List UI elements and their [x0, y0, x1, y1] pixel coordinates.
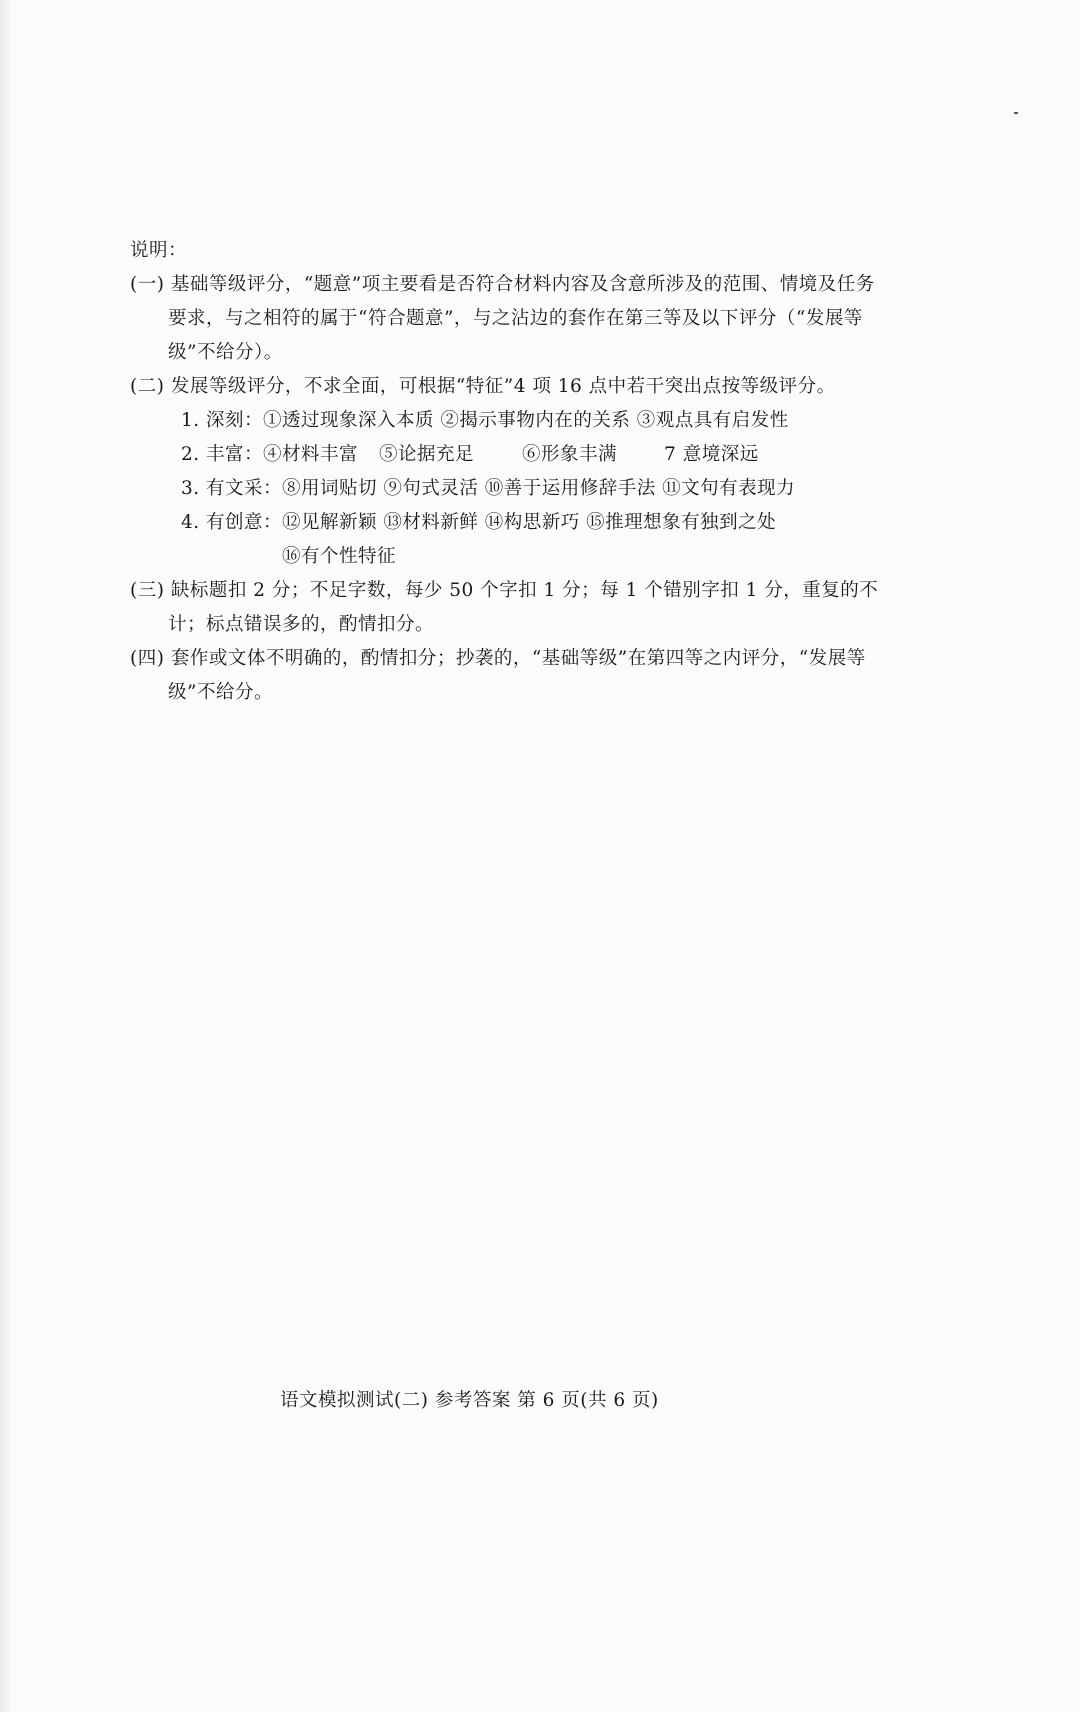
section-3-line-2: 计；标点错误多的，酌情扣分。	[168, 614, 435, 635]
criteria-richness-item: ④材料丰富	[263, 444, 359, 465]
section-2-line-1: (二) 发展等级评分，不求全面，可根据“特征”4 项 16 点中若干突出点按等级评分。	[130, 376, 836, 397]
section-3-line-1: (三) 缺标题扣 2 分；不足字数，每少 50 个字扣 1 分；每 1 个错别字扣 1 分，重复的不	[130, 580, 879, 601]
explanation-heading: 说明：	[130, 240, 188, 261]
criteria-creativity-continued: ⑯有个性特征	[282, 546, 397, 567]
section-4-line-1: (四) 套作或文体不明确的，酌情扣分；抄袭的，“基础等级”在第四等之内评分，“发展等	[130, 648, 866, 669]
criteria-richness-item: 7 意境深远	[664, 444, 759, 465]
explanation-block	[130, 234, 920, 710]
corner-mark	[1014, 112, 1018, 114]
section-4-line-2: 级”不给分。	[168, 682, 273, 703]
criteria-creativity: 4. 有创意：⑫见解新颖 ⑬材料新鲜 ⑭构思新巧 ⑮推理想象有独到之处	[181, 512, 777, 533]
criteria-depth: 1. 深刻：①透过现象深入本质 ②揭示事物内在的关系 ③观点具有启发性	[181, 410, 789, 431]
page-edge-shadow	[0, 0, 12, 1712]
section-1-line-1: (一) 基础等级评分，“题意”项主要看是否符合材料内容及含意所涉及的范围、情境及任务	[130, 274, 875, 295]
criteria-richness-label: 2. 丰富：	[181, 444, 264, 465]
page-footer: 语文模拟测试(二) 参考答案 第 6 页(共 6 页)	[280, 1390, 659, 1411]
criteria-richness-item: ⑤论据充足	[379, 444, 475, 465]
criteria-richness-item: ⑥形象丰满	[522, 444, 618, 465]
section-1-line-3: 级”不给分）。	[168, 342, 283, 363]
section-1-line-2: 要求，与之相符的属于“符合题意”，与之沾边的套作在第三等及以下评分（“发展等	[168, 308, 863, 329]
criteria-richness	[130, 438, 920, 472]
criteria-literary: 3. 有文采：⑧用词贴切 ⑨句式灵活 ⑩善于运用修辞手法 ⑪文句有表现力	[181, 478, 796, 499]
